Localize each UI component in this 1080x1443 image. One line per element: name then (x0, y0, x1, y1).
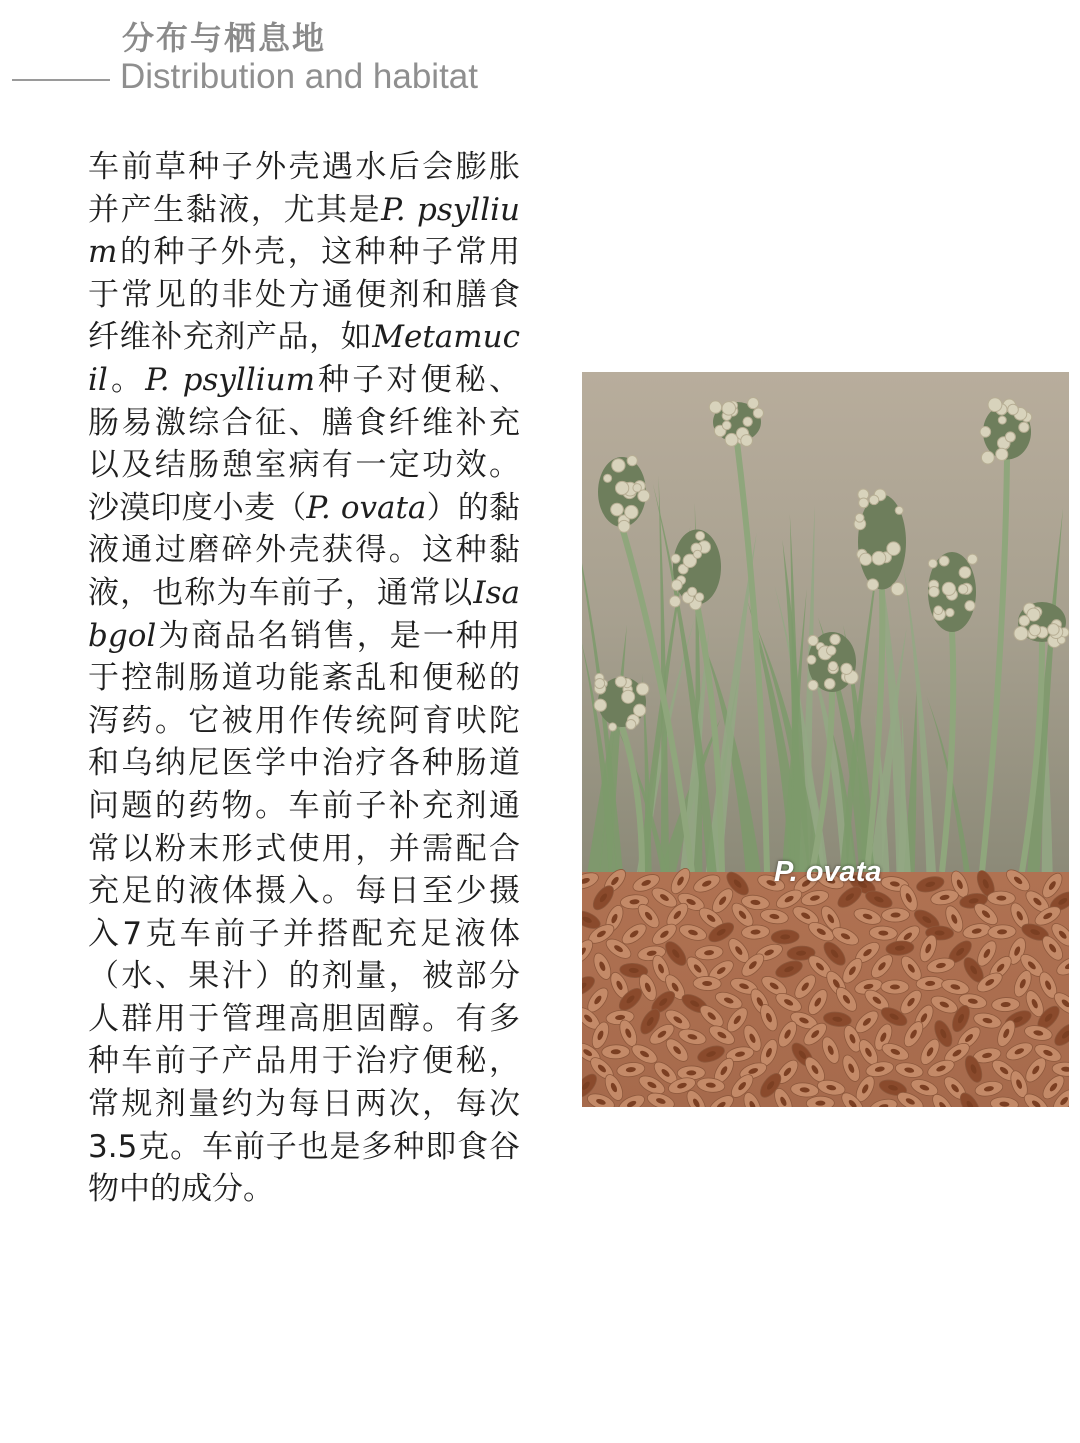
article-text: 种子对便秘、肠易激综合征、膳食纤维补充以及结肠憩室病有一定功效。沙漠印度小麦（ (88, 361, 521, 526)
seed (987, 891, 1015, 906)
scientific-name: P. psyllium (88, 191, 521, 271)
scientific-name: P. psyllium (145, 361, 316, 398)
article-text: 为商品名销售，是一种用于控制肠道功能紊乱和便秘的泻药。它被用作传统阿育吠陀和乌纳尼医学中治疗各种肠道问题的药物。车前子补充剂通常以粉末形式使用，并需配合充足的液体摄入。每日至少摄入7克车前子并搭配充足液体（水、果汁）的剂量，被部分人群用于管理高胆固醇。有多种车前子产品用于治疗便秘，常规剂量约为每日两次，每次3.5克。车前子也是多种即食谷物中的成分。 (88, 617, 520, 1208)
photo-caption: P. ovata (774, 856, 882, 888)
scientific-name: Metamucil (88, 319, 520, 398)
plant-and-seeds-illustration (582, 372, 1069, 1107)
seed (881, 980, 909, 994)
scientific-name: Isabgol (88, 574, 520, 654)
seed (881, 908, 909, 923)
article-text: 的种子外壳，这种种子常用于常见的非处方通便剂和膳食纤维补充剂产品，如 (88, 234, 520, 356)
section-subtitle: Distribution and habitat (120, 57, 478, 96)
seed (602, 1044, 630, 1059)
plant-photo (582, 372, 1069, 1107)
article-body (88, 146, 520, 1211)
article-text: ）的黏液通过磨碎外壳获得。这种黏液，也称为车前子，通常以 (88, 489, 520, 611)
section-title: 分布与栖息地 (122, 19, 327, 57)
scientific-name: P. ovata (306, 489, 427, 526)
article-text: 。 (107, 361, 146, 398)
header-divider (12, 79, 110, 81)
article-text: 车前草种子外壳遇水后会膨胀并产生黏液，尤其是 (88, 149, 520, 228)
